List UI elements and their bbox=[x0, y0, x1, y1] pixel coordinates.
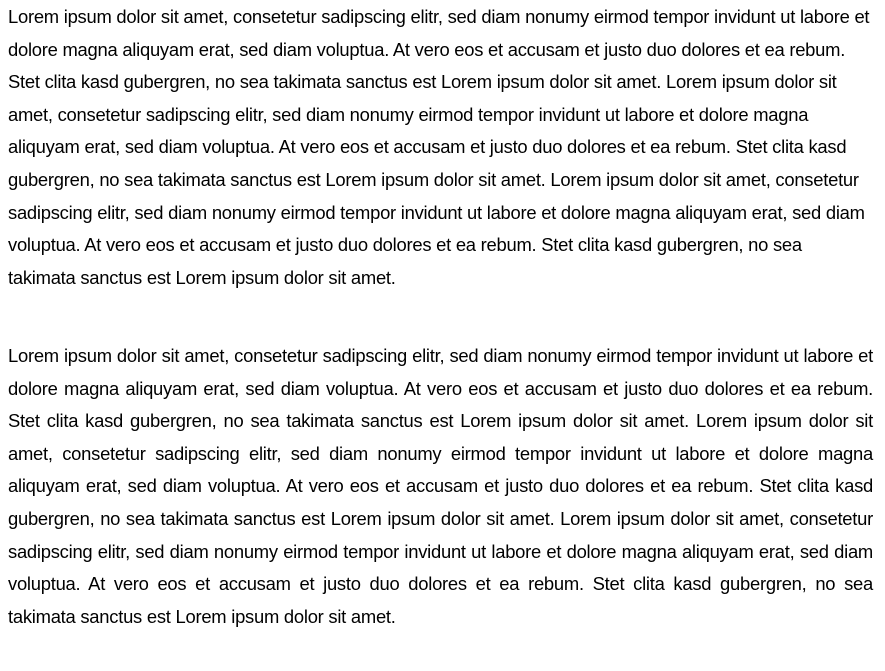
paragraph-justified: Lorem ipsum dolor sit amet, consetetur sadipscing elitr, sed diam nonumy eirmod tempor invidunt ut labore et dolore magna aliquyam erat, sed diam voluptua. At vero eos et accusam et justo duo dolores et ea rebum. Stet clita kasd gubergren, no sea takimata sanctus est Lorem ipsum dolor sit amet. Lorem ipsum dolor sit amet, consetetur sadipscing elitr, sed diam nonumy eirmod tempor invidunt ut labore et dolore magna aliquyam erat, sed diam voluptua. At vero eos et accusam et justo duo dolores et ea rebum. Stet clita kasd gubergren, no sea takimata sanctus est Lorem ipsum dolor sit amet. Lorem ipsum dolor sit amet, consetetur sadipscing elitr, sed diam nonumy eirmod tempor invidunt ut labore et dolore magna aliquyam erat, sed diam voluptua. At vero eos et accusam et justo duo dolores et ea rebum. Stet clita kasd gubergren, no sea takimata sanctus est Lorem ipsum dolor sit amet. bbox=[8, 345, 873, 627]
paragraph-left-aligned: Lorem ipsum dolor sit amet, consetetur sadipscing elitr, sed diam nonumy eirmod tempor invidunt ut labore et dolore magna aliquyam erat, sed diam voluptua. At vero eos et accusam et justo duo dolores et ea rebum. Stet clita kasd gubergren, no sea takimata sanctus est Lorem ipsum dolor sit amet. Lorem ipsum dolor sit amet, consetetur sadipscing elitr, sed diam nonumy eirmod tempor invidunt ut labore et dolore magna aliquyam erat, sed diam voluptua. At vero eos et accusam et justo duo dolores et ea rebum. Stet clita kasd gubergren, no sea takimata sanctus est Lorem ipsum dolor sit amet. Lorem ipsum dolor sit amet, consetetur sadipscing elitr, sed diam nonumy eirmod tempor invidunt ut labore et dolore magna aliquyam erat, sed diam voluptua. At vero eos et accusam et justo duo dolores et ea rebum. Stet clita kasd gubergren, no sea takimata sanctus est Lorem ipsum dolor sit amet. bbox=[8, 6, 870, 288]
